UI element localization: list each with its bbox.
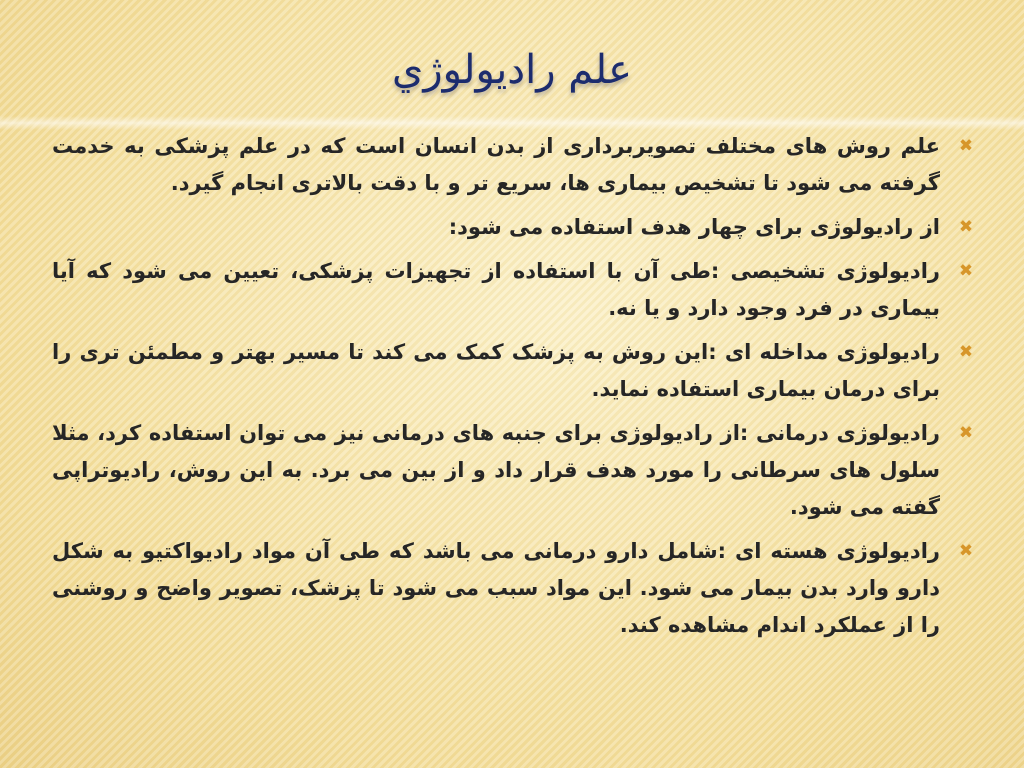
bullet-x-icon: ✖ bbox=[958, 342, 974, 362]
bullet-text: علم روش های مختلف تصویربرداری از بدن انسان است که در علم پزشکی به خدمت گرفته می شود تا تشخیص بیماری ها، سریع تر و با دقت بالاتری انجام گیرد. bbox=[52, 134, 940, 195]
bullet-text: رادیولوژی هسته ای :شامل دارو درمانی می باشد که طی آن مواد رادیواکتیو به شکل دارو وارد بدن بیمار می شود. این مواد سبب می شود تا پزشک، تصویر واضح و روشنی را از عملکرد اندام مشاهده کند. bbox=[52, 539, 940, 637]
bullet-text: رادیولوژی تشخیصی :طی آن با استفاده از تجهیزات پزشکی، تعیین می شود که آیا بیماری در فرد وجود دارد و یا نه. bbox=[52, 259, 940, 320]
list-item bbox=[52, 334, 984, 408]
bullet-text: از رادیولوژی برای چهار هدف استفاده می شود: bbox=[448, 215, 940, 239]
list-item bbox=[52, 128, 984, 202]
bullet-x-icon: ✖ bbox=[958, 423, 974, 443]
bullet-x-icon: ✖ bbox=[958, 217, 974, 237]
list-item bbox=[52, 533, 984, 644]
bullet-list bbox=[52, 128, 984, 651]
bullet-x-icon: ✖ bbox=[958, 136, 974, 156]
list-item bbox=[52, 253, 984, 327]
list-item bbox=[52, 209, 984, 246]
list-item bbox=[52, 415, 984, 526]
bullet-text: رادیولوژی مداخله ای :این روش به پزشک کمک می کند تا مسیر بهتر و مطمئن تری را برای درمان بیماری استفاده نماید. bbox=[52, 340, 940, 401]
slide-title: علم رادیولوژي bbox=[392, 46, 632, 93]
bullet-text: رادیولوژی درمانی :از رادیولوژی برای جنبه های درمانی نیز می توان استفاده کرد، مثلا سلول های سرطانی را مورد هدف قرار داد و از بین می برد. به این روش، رادیوتراپی گفته می شود. bbox=[52, 421, 940, 519]
bullet-x-icon: ✖ bbox=[958, 261, 974, 281]
bullet-x-icon: ✖ bbox=[958, 541, 974, 561]
